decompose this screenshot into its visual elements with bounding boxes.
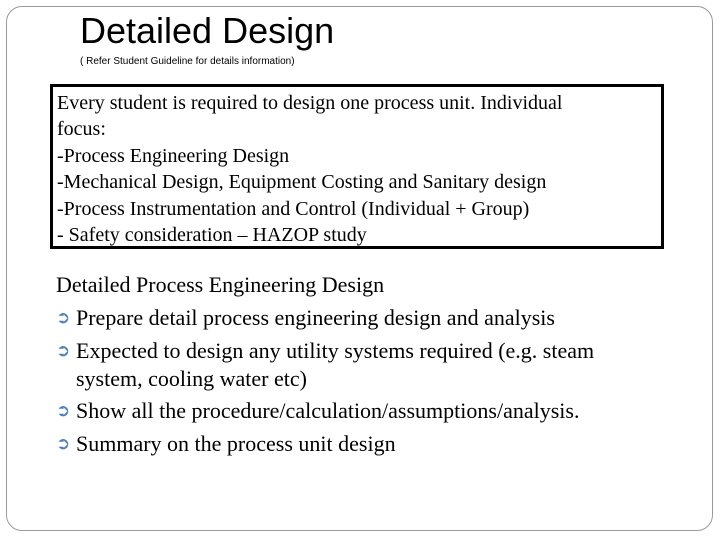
- slide-title: Detailed Design: [80, 10, 335, 51]
- bullet-item: [56, 427, 696, 460]
- section-heading: Detailed Process Engineering Design: [56, 272, 385, 297]
- slide-subtitle: ( Refer Student Guideline for details information): [80, 56, 295, 67]
- bullet-item: [56, 334, 696, 394]
- bullet-text: Summary on the process unit design: [76, 431, 396, 456]
- box-line: - Safety consideration – HAZOP study: [57, 224, 367, 247]
- box-line: -Mechanical Design, Equipment Costing and Sanitary design: [57, 171, 547, 194]
- bullet-arrow-icon: ➲: [56, 434, 71, 453]
- bullet-item: [56, 301, 696, 334]
- box-line: Every student is required to design one process unit. Individual: [57, 92, 563, 114]
- requirements-box: [50, 84, 664, 249]
- bullet-text: Expected to design any utility systems required (e.g. steam: [76, 338, 595, 363]
- bullet-arrow-icon: ➲: [56, 308, 71, 327]
- bullet-text-continued: system, cooling water etc): [76, 366, 307, 391]
- bullet-text: Prepare detail process engineering design and analysis: [76, 305, 555, 330]
- bullet-arrow-icon: ➲: [56, 341, 71, 360]
- box-line: -Process Instrumentation and Control (Individual + Group): [57, 197, 530, 220]
- bullet-item: [56, 394, 696, 427]
- slide-body: [56, 268, 696, 460]
- bullet-arrow-icon: ➲: [56, 401, 71, 420]
- bullet-text: Show all the procedure/calculation/assumptions/analysis.: [76, 398, 580, 423]
- box-line: -Process Engineering Design: [57, 144, 290, 167]
- box-line: focus:: [57, 118, 106, 141]
